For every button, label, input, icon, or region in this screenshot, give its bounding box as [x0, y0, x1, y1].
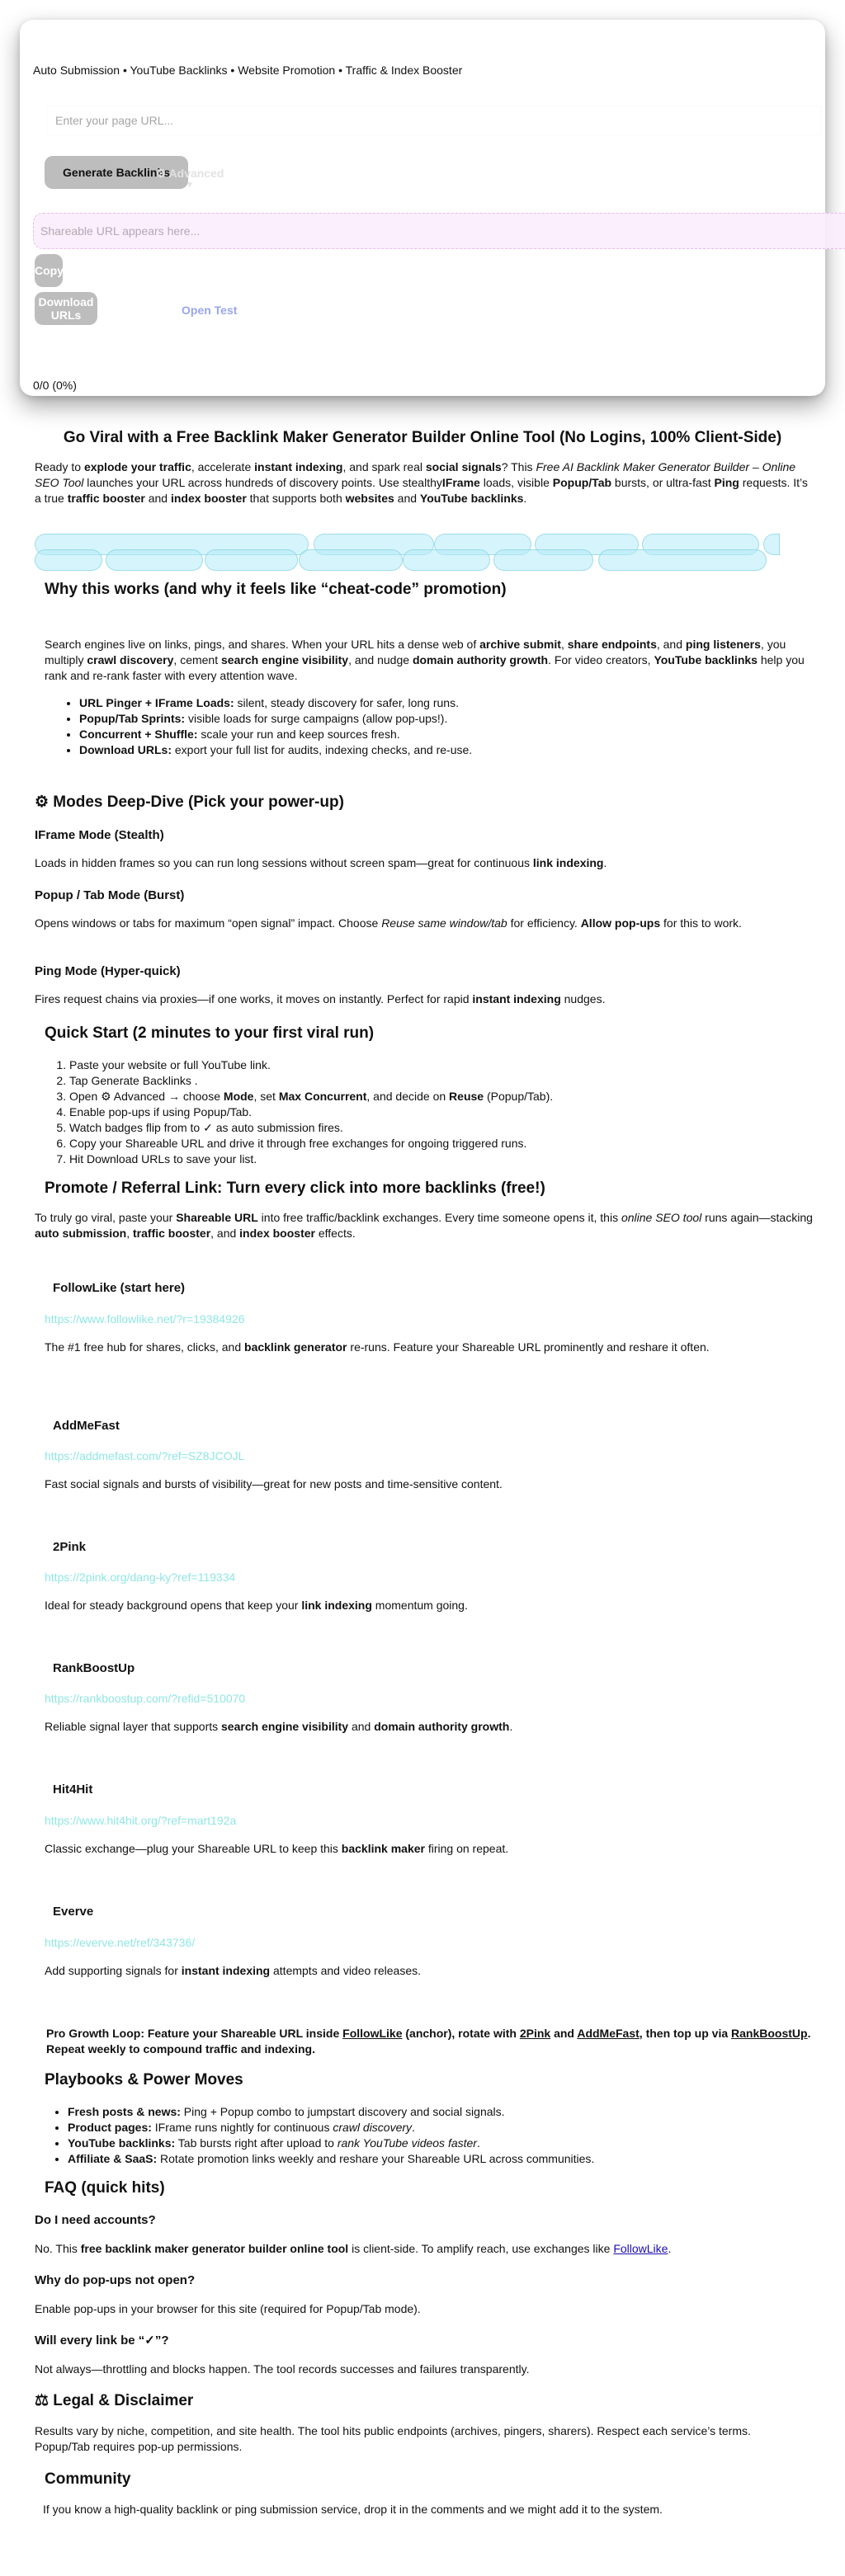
list-item [68, 2136, 827, 2151]
text-fragment: , set [253, 1090, 279, 1103]
bold-text: free backlink maker generator builder online tool [80, 2242, 349, 2255]
tool-card [20, 20, 825, 396]
text-fragment: Copy your [69, 1137, 125, 1150]
text-fragment: Ideal for steady background opens that keep your [45, 1599, 302, 1612]
text-fragment: The #1 free hub for shares, clicks, and [45, 1340, 245, 1354]
page-title: Go Viral with a Free Backlink Maker Generator Builder Online Tool (No Logins, 100% Client-Side) [63, 429, 782, 446]
exchange-name: 2Pink [53, 1540, 87, 1554]
bold-text: traffic booster [133, 1227, 211, 1240]
step-item [69, 1151, 812, 1167]
text-fragment: . [603, 856, 607, 869]
faq-question: Why do pop-ups not open? [35, 2273, 196, 2287]
faq-answer: Not always—throttling and blocks happen. The tool records successes and failures transparently. [35, 2362, 530, 2376]
faq-heading: FAQ (quick hits) [45, 2179, 165, 2197]
text-fragment: To truly go viral, paste your [35, 1211, 177, 1224]
list-item [68, 2151, 827, 2167]
text-fragment: Shareable URL [125, 1137, 207, 1150]
text-fragment: effects. [314, 1227, 356, 1240]
step-item [69, 1089, 812, 1104]
text-fragment: , and [210, 1227, 240, 1240]
text-fragment: . [194, 1074, 198, 1087]
text-fragment: . Repeat weekly to compound [46, 2027, 811, 2056]
promote-paragraph [35, 1210, 814, 1241]
text-fragment: firing on repeat. [424, 1842, 509, 1855]
exchange-description [45, 1598, 787, 1613]
text-fragment: that supports both [246, 492, 346, 505]
text-fragment: Paste your website or full YouTube link. [69, 1058, 271, 1071]
quick-start-heading: Quick Start (2 minutes to your first viral run) [45, 1024, 375, 1042]
exchange-name: RankBoostUp [53, 1661, 135, 1675]
bold-text: Ping [714, 476, 739, 489]
faq-question: Do I need accounts? [35, 2213, 156, 2227]
list-item [79, 727, 822, 742]
bold-text: search engine visibility [221, 653, 349, 666]
step-item [69, 1057, 812, 1073]
text-fragment: Ping + Popup combo to jumpstart discovery and social signals. [180, 2105, 505, 2118]
text-fragment: Reliable signal layer that supports [45, 1720, 222, 1733]
promote-heading: Promote / Referral Link: Turn every click into more backlinks (free!) [45, 1180, 545, 1197]
community-heading: Community [45, 2470, 131, 2488]
text-fragment: . [523, 492, 527, 505]
italic-text: Reuse same window/tab [381, 916, 507, 930]
bold-text: Popup/Tab Sprints: [79, 712, 186, 725]
text-fragment: Watch badges flip from [69, 1121, 191, 1134]
text-fragment: → choose [168, 1090, 224, 1103]
text-fragment: Open [69, 1090, 101, 1103]
modes-heading: ⚙ Modes Deep-Dive (Pick your power-up) [35, 794, 344, 811]
community-text: If you know a high-quality backlink or ping submission service, drop it in the comments and we might add it to the system. [43, 2503, 663, 2516]
bold-text: share endpoints [567, 638, 657, 651]
bold-text: Shareable URL [176, 1211, 258, 1224]
text-fragment: launches your URL across hundreds of discovery points. Use stealthy [83, 476, 442, 489]
text-fragment: . [476, 2136, 480, 2150]
bold-text: Download URLs: [79, 743, 172, 756]
bold-text: social signals [425, 460, 502, 473]
followlike-link[interactable]: FollowLike [613, 2242, 668, 2255]
why-heading: Why this works (and why it feels like “cheat-code” promotion) [45, 581, 507, 598]
list-item [68, 2120, 827, 2136]
text-fragment: . [312, 2042, 315, 2056]
text-fragment: Generate Backlinks [91, 1074, 195, 1087]
text-fragment: Fires request chains via proxies—if one works, it moves on instantly. Perfect for rapid [35, 992, 473, 1005]
italic-text: rank YouTube videos faster [337, 2136, 477, 2150]
text-fragment: , then top up via [639, 2027, 732, 2040]
chevron-down-icon: ▼ [186, 180, 194, 190]
exchange-link[interactable]: https://www.followlike.net/?r=19384926 [45, 1312, 245, 1326]
italic-text: crawl discovery [333, 2121, 413, 2134]
legal-text: Results vary by niche, competition, and site health. The tool hits public endpoints (archives, pingers, sharers). Respect each service’s terms. Popup/Tab requires pop-up permissions. [35, 2424, 751, 2453]
generate-backlinks-button[interactable]: Generate Backlinks [45, 156, 188, 189]
exchange-name: AddMeFast [53, 1419, 120, 1433]
list-item [79, 711, 822, 727]
text-fragment: (anchor), rotate with [402, 2027, 520, 2040]
list-item [79, 695, 822, 711]
bold-text: Reuse [449, 1090, 484, 1103]
bold-text: YouTube backlinks [654, 653, 758, 666]
exchange-description [45, 1476, 787, 1492]
text-fragment: Download URLs [87, 1152, 174, 1166]
bold-text: traffic booster [67, 492, 145, 505]
step-item [69, 1104, 812, 1120]
bold-text: index booster [170, 492, 247, 505]
playbooks-list [35, 2104, 827, 2167]
bold-text: Product pages: [68, 2121, 152, 2134]
bold-text: Fresh posts & news: [68, 2105, 181, 2118]
keyword-pill [763, 534, 780, 555]
ping-mode-text [35, 991, 814, 1007]
text-fragment: , and [656, 638, 686, 651]
text-fragment: and [394, 492, 420, 505]
hero-paragraph [35, 459, 814, 506]
text-fragment: , [126, 1227, 134, 1240]
text-fragment: Opens windows or tabs for maximum “open signal” impact. Choose [35, 916, 382, 930]
text-fragment: scale your run and keep sources fresh. [197, 728, 400, 741]
list-item [79, 742, 822, 758]
advanced-toggle[interactable] [149, 167, 231, 191]
list-item [68, 2104, 827, 2120]
italic-text: online SEO tool [621, 1211, 702, 1224]
text-fragment: and [348, 1720, 375, 1733]
exchange-name: Hit4Hit [53, 1782, 93, 1797]
faq-answer [35, 2241, 814, 2257]
why-bullet-list [46, 695, 822, 758]
text-fragment: to [190, 1121, 204, 1134]
check-icon: ✓ [203, 1121, 213, 1134]
text-fragment: IFrame runs nightly for continuous [151, 2121, 333, 2134]
italic-text: Free AI Backlink Maker Generator Builder – Online SEO Tool [35, 460, 796, 489]
quick-start-steps [35, 1057, 812, 1167]
text-fragment: ? This [501, 460, 536, 473]
step-item [69, 1073, 812, 1089]
bold-text: Concurrent + Shuffle: [79, 728, 198, 741]
keyword-pill [598, 549, 767, 571]
bold-text: Mode [223, 1090, 254, 1103]
ping-mode-heading: Ping Mode (Hyper-quick) [35, 964, 181, 978]
iframe-mode-text [35, 855, 814, 871]
exchange-link[interactable]: https://addmefast.com/?ref=SZ8JCOJL [45, 1449, 245, 1462]
popup-mode-text [35, 916, 814, 931]
text-fragment: and drive it through free exchanges for ongoing triggered runs. [206, 1137, 527, 1150]
text-fragment: Pro Growth Loop: Feature your Shareable URL inside [46, 2027, 343, 2040]
text-fragment: for this to work. [660, 916, 742, 930]
text-fragment: Search engines live on links, pings, and shares. When your URL hits a dense web of [45, 638, 480, 651]
text-fragment: attempts and video releases. [270, 1964, 421, 1977]
text-fragment: (Popup/Tab). [484, 1090, 554, 1103]
bold-text: Popup/Tab [552, 476, 612, 489]
exchange-name: FollowLike (start here) [53, 1281, 186, 1295]
bold-text: URL Pinger + IFrame Loads: [79, 696, 234, 709]
bold-text: search engine visibility [221, 1720, 349, 1733]
bold-text: IFrame [441, 476, 480, 489]
bold-text: Allow pop-ups [580, 916, 661, 930]
exchange-name: Everve [53, 1905, 94, 1919]
bold-text: auto submission [35, 1227, 127, 1240]
text-fragment: . For video creators, [548, 653, 654, 666]
bold-text: instant indexing [254, 460, 343, 473]
keyword-pill [493, 549, 593, 571]
text-fragment: , and nudge [348, 653, 413, 666]
text-fragment: Tap [69, 1074, 92, 1087]
copy-button[interactable]: Copy [35, 254, 63, 287]
bold-text: backlink maker [341, 1842, 425, 1855]
popup-mode-heading: Popup / Tab Mode (Burst) [35, 888, 185, 902]
page-url-input[interactable] [46, 106, 822, 135]
text-fragment: , [560, 638, 568, 651]
faq-question: Will every link be “✓”? [35, 2333, 169, 2348]
keyword-pill [299, 549, 403, 571]
tool-subtitle: Auto Submission • YouTube Backlinks • Website Promotion • Traffic & Index Booster [33, 64, 463, 77]
text-fragment: bursts, or ultra-fast [611, 476, 715, 489]
text-fragment: , and spark real [342, 460, 426, 473]
bold-text: link indexing [301, 1599, 372, 1612]
keyword-pill [35, 549, 102, 571]
text-fragment: requests. It’s a true [35, 476, 808, 505]
text-fragment: , and decide on [366, 1090, 450, 1103]
text-fragment: Rotate promotion links weekly and reshare your Shareable URL across communities. [157, 2152, 595, 2165]
exchange-link[interactable]: https://www.hit4hit.org/?ref=mart192a [45, 1814, 237, 1827]
text-fragment: nudges. [560, 992, 606, 1005]
rankboostup-anchor[interactable]: RankBoostUp [731, 2027, 808, 2040]
text-fragment: No. This [35, 2242, 81, 2255]
bold-text: domain authority growth [374, 1720, 510, 1733]
text-fragment: Loads in hidden frames so you can run long sessions without screen spam—great for continuous [35, 856, 533, 869]
2pink-anchor[interactable]: 2Pink [519, 2027, 551, 2040]
legal-heading: ⚖ Legal & Disclaimer [35, 2392, 194, 2409]
text-fragment: silent, steady discovery for safer, long runs. [234, 696, 459, 709]
text-fragment: Ready to [35, 460, 84, 473]
keyword-pill [403, 549, 490, 571]
shareable-url-field[interactable] [33, 213, 845, 249]
text-fragment: help you rank and re-rank faster with every attention wave. [45, 653, 805, 682]
exchange-link[interactable]: https://rankboostup.com/?refid=510070 [45, 1692, 246, 1705]
bold-text: backlink generator [244, 1340, 347, 1354]
text-fragment: Add supporting signals for [45, 1964, 182, 1977]
text-fragment: export your full list for audits, indexing checks, and re-use. [172, 743, 473, 756]
text-fragment: . [668, 2242, 672, 2255]
iframe-mode-heading: IFrame Mode (Stealth) [35, 828, 164, 842]
text-fragment: is client-side. To amplify reach, use exchanges like [348, 2242, 614, 2255]
text-fragment: runs again—stacking [701, 1211, 813, 1224]
text-fragment: loads, visible [479, 476, 553, 489]
text-fragment: Tab bursts right after upload to [175, 2136, 338, 2150]
exchange-description [45, 1340, 787, 1355]
text-fragment: . [412, 2121, 415, 2134]
text-fragment: , you multiply [45, 638, 786, 666]
progress-readout: 0/0 (0%) [33, 379, 77, 392]
bold-text: YouTube backlinks: [68, 2136, 176, 2150]
keyword-pill [106, 549, 203, 571]
exchange-description [45, 1963, 787, 1979]
exchange-description [45, 1841, 787, 1857]
bold-text: instant indexing [181, 1964, 271, 1977]
text-fragment: Fast social signals and bursts of visibility—great for new posts and time-sensitive content. [45, 1477, 503, 1491]
exchange-description [45, 1719, 787, 1735]
step-item [69, 1136, 812, 1151]
text-fragment: Hit [69, 1152, 87, 1166]
bold-text: Max Concurrent [278, 1090, 367, 1103]
text-fragment: momentum going. [371, 1599, 468, 1612]
text-fragment: visible loads for surge campaigns (allow pop-ups!). [185, 712, 448, 725]
bold-text: crawl discovery [87, 653, 174, 666]
addmefast-anchor[interactable]: AddMeFast [577, 2027, 640, 2040]
bold-text: index booster [239, 1227, 315, 1240]
advanced-label: ⚙ Advanced [155, 167, 224, 180]
exchange-link[interactable]: https://2pink.org/dang-ky?ref=119334 [45, 1571, 236, 1584]
open-test-link[interactable]: Open Test [182, 304, 238, 317]
bold-text: explode your traffic [83, 460, 191, 473]
bold-text: archive submit [479, 638, 561, 651]
bold-text: instant indexing [472, 992, 561, 1005]
text-fragment: into free traffic/backlink exchanges. Every time someone opens it, this [257, 1211, 621, 1224]
text-fragment: , cement [173, 653, 222, 666]
bold-text: Affiliate & SaaS: [68, 2152, 158, 2165]
text-fragment: as auto submission fires. [212, 1121, 343, 1134]
download-urls-button[interactable]: Download URLs [35, 292, 97, 325]
text-fragment: and [550, 2027, 578, 2040]
text-fragment: Classic exchange—plug your Shareable URL to keep this [45, 1842, 342, 1855]
text-fragment: . [509, 1720, 513, 1733]
bold-text: link indexing [532, 856, 604, 869]
text-fragment: , accelerate [191, 460, 255, 473]
text-fragment: and [144, 492, 171, 505]
text-fragment: for efficiency. [507, 916, 581, 930]
text-fragment: to save your list. [173, 1152, 257, 1166]
why-paragraph [45, 637, 816, 684]
text-fragment: ⚙ Advanced [101, 1090, 168, 1103]
bold-text: websites [345, 492, 394, 505]
faq-answer: Enable pop-ups in your browser for this site (required for Popup/Tab mode). [35, 2302, 421, 2315]
text-fragment: Enable pop-ups if using Popup/Tab. [69, 1105, 253, 1118]
exchange-link[interactable]: https://everve.net/ref/343736/ [45, 1936, 196, 1949]
followlike-anchor[interactable]: FollowLike [342, 2027, 403, 2040]
text-fragment: traffic and indexing [205, 2042, 313, 2056]
pro-growth-loop [46, 2026, 814, 2057]
text-fragment: re-runs. Feature your Shareable URL prominently and reshare it often. [347, 1340, 710, 1354]
bold-text: ping listeners [685, 638, 761, 651]
playbooks-heading: Playbooks & Power Moves [45, 2071, 243, 2089]
keyword-pill [205, 549, 298, 571]
bold-text: domain authority growth [412, 653, 549, 666]
bold-text: YouTube backlinks [419, 492, 524, 505]
step-item [69, 1120, 812, 1136]
